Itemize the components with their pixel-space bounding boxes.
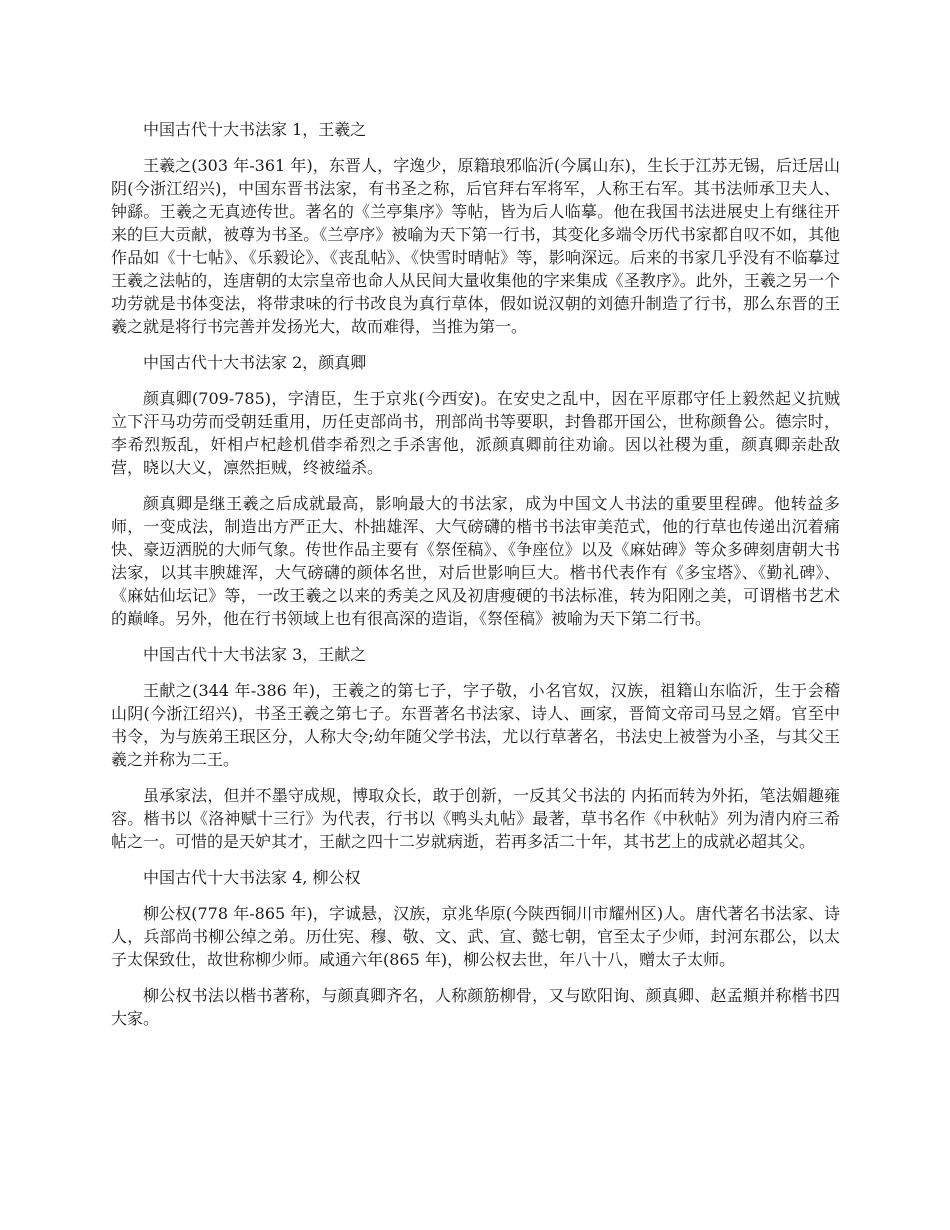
paragraph: 柳公权(778 年-865 年)，字诚悬，汉族，京兆华原(今陕西铜川市耀州区)人。唐代著名书法家、诗人，兵部尚书柳公绰之弟。历仕宪、穆、敬、文、武、宣、懿七朝，官至太子少师，封河东郡公，以太子太保致仕，故世称柳少师。咸通六年(865 年)，柳公权去世，年八十八，赠太子太师。 [111,904,840,969]
paragraph: 虽承家法，但并不墨守成规，博取众长，敢于创新，一反其父书法的 内拓而转为外拓，笔法媚趣雍容。楷书以《洛神赋十三行》为代表，行书以《鸭头丸帖》最著，草书名作《中秋帖》列为清内府三希帖之一。可惜的是天妒其才，王献之四十二岁就病逝，若再多活二十年，其书艺上的成就必超其父。 [111,786,840,851]
section-heading: 中国古代十大书法家 1，王羲之 [143,120,367,139]
section-heading: 中国古代十大书法家 2，颜真卿 [143,353,367,372]
paragraph: 王献之(344 年-386 年)，王羲之的第七子，字子敬，小名官奴，汉族，祖籍山东临沂，生于会稽山阴(今浙江绍兴)，书圣王羲之第七子。东晋著名书法家、诗人、画家，晋简文帝司马昱之婿。官至中书令，为与族弟王珉区分，人称大令;幼年随父学书法，尤以行草著名，书法史上被誉为小圣，与其父王羲之并称为二王。 [111,681,840,769]
paragraph: 颜真卿(709-785)，字清臣，生于京兆(今西安)。在安史之乱中，因在平原郡守任上毅然起义抗贼立下汗马功劳而受朝廷重用，历任吏部尚书，刑部尚书等要职，封鲁郡开国公，世称颜鲁公。德宗时，李希烈叛乱，奸相卢杞趁机借李希烈之手杀害他，派颜真卿前往劝谕。因以社稷为重，颜真卿亲赴敌营，晓以大义，凛然拒贼，终被缢杀。 [111,389,840,477]
paragraph: 颜真卿是继王羲之后成就最高，影响最大的书法家，成为中国文人书法的重要里程碑。他转益多师，一变成法，制造出方严正大、朴拙雄浑、大气磅礴的楷书书法审美范式，他的行草也传递出沉着痛快、豪迈洒脱的大师气象。传世作品主要有《祭侄稿》、《争座位》以及《麻姑碑》等众多碑刻唐朝大书法家，以其丰腴雄浑，大气磅礴的颜体名世，对后世影响巨大。楷书代表作有《多宝塔》、《勤礼碑》、《麻姑仙坛记》等，一改王羲之以来的秀美之风及初唐瘦硬的书法标准，转为阳刚之美，可谓楷书艺术的巅峰。另外，他在行书领域上也有很高深的造诣，《祭侄稿》被喻为天下第二行书。 [111,494,840,628]
document-body [111,118,840,1043]
paragraph: 王羲之(303 年-361 年)，东晋人，字逸少，原籍琅邪临沂(今属山东)，生长于江苏无锡，后迁居山阴(今浙江绍兴)，中国东晋书法家，有书圣之称，后官拜右军将军，人称王右军。其书法师承卫夫人、钟繇。王羲之无真迹传世。著名的《兰亭集序》等帖，皆为后人临摹。他在我国书法进展史上有继往开来的巨大贡献，被尊为书圣。《兰亭序》被喻为天下第一行书，其变化多端令历代书家都自叹不如，其他作品如《十七帖》、《乐毅论》、《丧乱帖》、《快雪时晴帖》等，影响深远。后来的书家几乎没有不临摹过王羲之法帖的，连唐朝的太宗皇帝也命人从民间大量收集他的字来集成《圣教序》。此外，王羲之另一个功劳就是书体变法，将带隶味的行书改良为真行草体，假如说汉朝的刘德升制造了行书，那么东晋的王羲之就是将行书完善并发扬光大，故而难得，当推为第一。 [111,156,840,336]
section-heading: 中国古代十大书法家 3，王献之 [143,645,367,664]
paragraph: 柳公权书法以楷书著称，与颜真卿齐名，人称颜筋柳骨，又与欧阳询、颜真卿、赵孟頫并称楷书四大家。 [111,986,840,1028]
section-heading: 中国古代十大书法家 4, 柳公权 [143,868,361,887]
